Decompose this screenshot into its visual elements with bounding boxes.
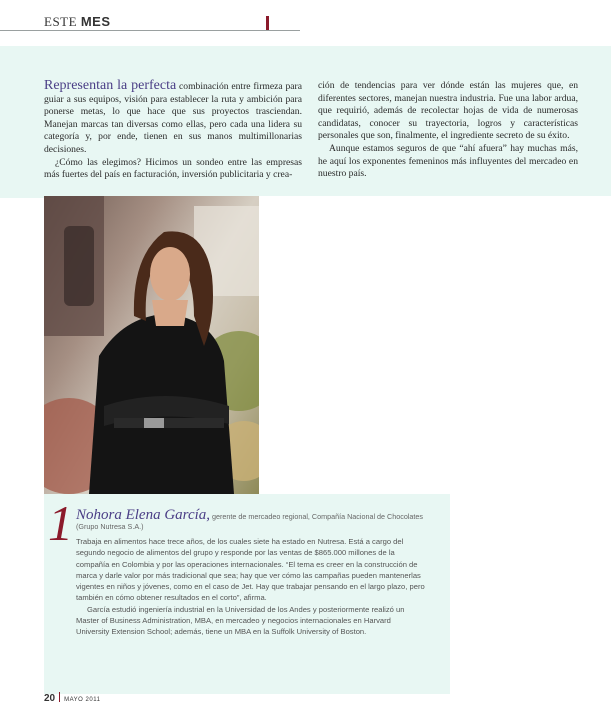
intro-column-2 <box>318 80 578 181</box>
page-footer <box>44 688 100 706</box>
profile-paragraph-2: García estudió ingeniería industrial en la Universidad de los Andes y posteriormente realizó un Master of Business Administration, MBA, en mercadeo y negocios internacionales en Harvard University Extension School; además, tiene un MBA en la Suffolk University of Boston. <box>76 604 405 637</box>
intro-column-1 <box>44 80 302 182</box>
portrait-illustration <box>44 196 259 494</box>
photo-side-space <box>259 196 611 494</box>
intro-paragraph-1 <box>44 80 302 157</box>
intro-block <box>0 46 611 198</box>
profile-title: gerente de mercadeo regional, Compañía Nacional de Chocolates (Grupo Nutresa S.A.) <box>76 512 423 531</box>
section-bold-word: MES <box>80 14 111 29</box>
page-number: 20 <box>44 693 56 704</box>
issue-date: MAYO 2011 <box>64 697 101 703</box>
profile-paragraph-1: Trabaja en alimentos hace trece años, de los cuales siete ha estado en Nutresa. Está a cargo del segundo negocio de alimentos del grupo y responde por las ventas de $865.000 millones de la compañía en Colombia y por las operaciones internacionales. “El tema es creer en la construcción de marca y darle valor por más tradicional que sea; hay que ver cómo las campañas pueden mantenerlas vigentes en niños y jóvenes, como en el caso de Jet. Hay que trabajar pensando en el largo plazo, pero también en cómo obtener resultados en el corto”, afirma. <box>76 537 425 603</box>
header-accent-mark <box>266 16 269 30</box>
intro-paragraph-4: Aunque estamos seguros de que “ahí afuera” hay muchas más, he aquí los exponentes femeninos más influyentes del mercadeo en nuestro país. <box>318 142 578 180</box>
lead-phrase: Representan la perfecta <box>44 78 177 93</box>
section-word: ESTE <box>44 14 78 29</box>
profile-name: Nohora Elena García, <box>76 507 211 523</box>
portrait-photo <box>44 196 259 494</box>
footer-separator <box>59 692 60 702</box>
profile-number: 1 <box>48 495 73 551</box>
page-header <box>0 0 611 46</box>
profile-block <box>44 494 450 694</box>
intro-text-1: combinación entre firmeza para guiar a sus equipos, visión para establecer la ruta y ambición para ponerse metas, lo que hace que sus proyectos trasciendan. Manejan marcas tan diversas como ellas, pero cada una lidera su categoría y, por ende, tienen en sus manos multimillonarias decisiones. <box>44 81 302 155</box>
intro-paragraph-2: ¿Cómo las elegimos? Hicimos un sondeo entre las empresas más fuertes del país en facturación, inversión publicitaria y crea- <box>44 156 302 181</box>
section-label <box>44 14 110 30</box>
intro-paragraph-3: ción de tendencias para ver dónde están las mujeres que, en diferentes sectores, manejan nuestra industria. Fue una labor ardua, que requirió, además de recolectar hojas de vida de numerosas candidatas, conocer su trayectoria, logros y características personales que son, finalmente, el ingrediente secreto de su éxito. <box>318 80 578 142</box>
header-rule <box>0 30 300 31</box>
profile-body <box>76 536 426 638</box>
profile-heading <box>76 507 446 532</box>
